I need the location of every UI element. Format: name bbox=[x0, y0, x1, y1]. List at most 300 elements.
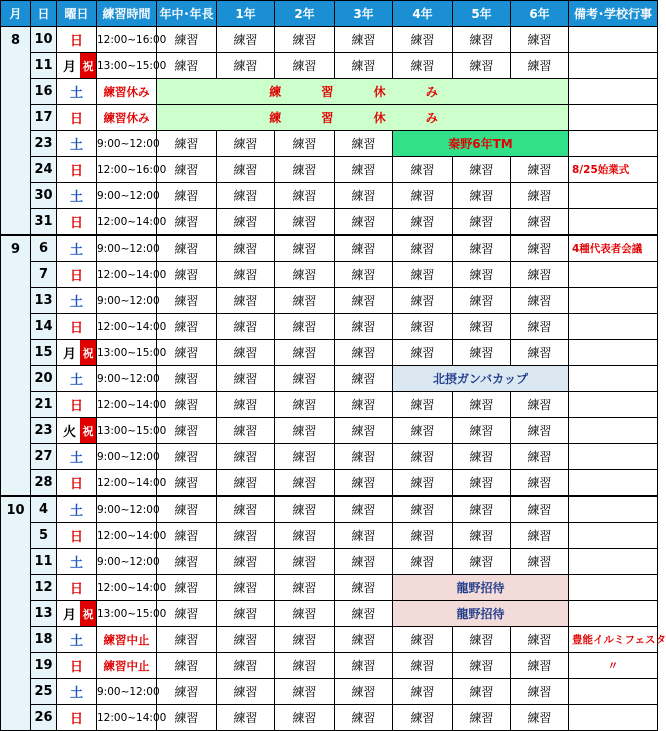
practice-cell: 練習 bbox=[157, 157, 217, 183]
weekday-cell bbox=[57, 601, 97, 627]
practice-cell: 練習 bbox=[453, 444, 511, 470]
header-grade-2: 2年 bbox=[275, 1, 335, 27]
weekday-cell bbox=[57, 679, 97, 705]
practice-time-cell: 9:00~12:00 bbox=[97, 496, 157, 523]
practice-cell: 練習 bbox=[275, 575, 335, 601]
schedule-body bbox=[1, 27, 666, 731]
weekday-label: 土 bbox=[69, 686, 83, 701]
practice-cell: 練習 bbox=[157, 549, 217, 575]
practice-cell: 練習 bbox=[335, 575, 393, 601]
header-grade-6: 6年 bbox=[511, 1, 569, 27]
practice-cell: 練習 bbox=[335, 549, 393, 575]
day-cell: 16 bbox=[31, 79, 57, 105]
day-cell: 18 bbox=[31, 627, 57, 653]
event-cell: 龍野招待 bbox=[393, 601, 569, 627]
practice-cell: 練習 bbox=[275, 209, 335, 236]
practice-cell: 練習 bbox=[393, 523, 453, 549]
practice-cell: 練習 bbox=[511, 705, 569, 731]
weekday-cell bbox=[57, 262, 97, 288]
practice-time-cell: 9:00~12:00 bbox=[97, 444, 157, 470]
practice-cell: 練習 bbox=[393, 235, 453, 262]
practice-time-cell: 12:00~14:00 bbox=[97, 209, 157, 236]
practice-cell: 練習 bbox=[157, 314, 217, 340]
practice-cell: 練習 bbox=[275, 314, 335, 340]
weekday-label: 土 bbox=[69, 295, 83, 310]
day-cell: 31 bbox=[31, 209, 57, 236]
weekday-label: 月 bbox=[63, 347, 77, 362]
schedule-row bbox=[1, 653, 658, 679]
practice-cell: 練習 bbox=[393, 288, 453, 314]
practice-time-cell: 9:00~12:00 bbox=[97, 679, 157, 705]
notes-cell bbox=[569, 496, 658, 523]
practice-cell: 練習 bbox=[275, 679, 335, 705]
weekday-label: 日 bbox=[69, 712, 83, 727]
practice-time-cell: 9:00~12:00 bbox=[97, 235, 157, 262]
event-cell: 秦野6年TM bbox=[393, 131, 569, 157]
practice-cell: 練習 bbox=[217, 392, 275, 418]
practice-cell: 練習 bbox=[393, 53, 453, 79]
practice-cell: 練習 bbox=[157, 183, 217, 209]
practice-cell: 練習 bbox=[217, 157, 275, 183]
practice-cell: 練習 bbox=[393, 314, 453, 340]
practice-cell: 練習 bbox=[453, 549, 511, 575]
practice-cell: 練習 bbox=[157, 470, 217, 497]
practice-cell: 練習 bbox=[217, 444, 275, 470]
practice-cell: 練習 bbox=[511, 183, 569, 209]
month-cell: 10 bbox=[1, 496, 31, 731]
practice-cell: 練習 bbox=[275, 418, 335, 444]
schedule-row bbox=[1, 470, 658, 497]
practice-time-cell: 12:00~14:00 bbox=[97, 262, 157, 288]
practice-cell: 練習 bbox=[335, 235, 393, 262]
practice-cell: 練習 bbox=[275, 183, 335, 209]
practice-cell: 練習 bbox=[335, 53, 393, 79]
schedule-row bbox=[1, 679, 658, 705]
notes-cell bbox=[569, 470, 658, 497]
practice-cell: 練習 bbox=[393, 340, 453, 366]
day-cell: 6 bbox=[31, 235, 57, 262]
weekday-label: 月 bbox=[63, 60, 77, 75]
weekday-cell bbox=[57, 418, 97, 444]
practice-cell: 練習 bbox=[217, 679, 275, 705]
practice-cell: 練習 bbox=[511, 523, 569, 549]
day-cell: 30 bbox=[31, 183, 57, 209]
weekday-label: 土 bbox=[69, 138, 83, 153]
day-cell: 15 bbox=[31, 340, 57, 366]
practice-cell: 練習 bbox=[275, 53, 335, 79]
practice-cell: 練習 bbox=[217, 27, 275, 53]
practice-cell: 練習 bbox=[335, 340, 393, 366]
practice-time-cell: 9:00~12:00 bbox=[97, 366, 157, 392]
weekday-cell bbox=[57, 53, 97, 79]
practice-cell: 練習 bbox=[275, 470, 335, 497]
practice-cell: 練習 bbox=[275, 627, 335, 653]
schedule-row bbox=[1, 392, 658, 418]
practice-cell: 練習 bbox=[393, 262, 453, 288]
practice-time-cell: 練習休み bbox=[97, 79, 157, 105]
schedule-row bbox=[1, 627, 658, 653]
practice-cell: 練習 bbox=[393, 418, 453, 444]
notes-cell bbox=[569, 314, 658, 340]
weekday-cell bbox=[57, 496, 97, 523]
practice-cell: 練習 bbox=[335, 418, 393, 444]
day-cell: 4 bbox=[31, 496, 57, 523]
practice-time-cell: 練習中止 bbox=[97, 627, 157, 653]
practice-cell: 練習 bbox=[275, 705, 335, 731]
practice-cell: 練習 bbox=[453, 523, 511, 549]
notes-cell bbox=[569, 418, 658, 444]
practice-cell: 練習 bbox=[335, 523, 393, 549]
practice-cell: 練習 bbox=[453, 314, 511, 340]
weekday-cell bbox=[57, 105, 97, 131]
notes-cell: 〃 bbox=[569, 653, 658, 679]
practice-time-cell: 12:00~14:00 bbox=[97, 392, 157, 418]
practice-cell: 練習 bbox=[453, 679, 511, 705]
weekday-label: 日 bbox=[69, 112, 83, 127]
practice-cell: 練習 bbox=[511, 418, 569, 444]
schedule-row bbox=[1, 27, 658, 53]
practice-cell: 練習 bbox=[275, 601, 335, 627]
weekday-cell bbox=[57, 444, 97, 470]
practice-cell: 練習 bbox=[511, 157, 569, 183]
weekday-label: 日 bbox=[69, 660, 83, 675]
practice-cell: 練習 bbox=[217, 549, 275, 575]
weekday-cell bbox=[57, 627, 97, 653]
header-weekday: 曜日 bbox=[57, 1, 97, 27]
notes-cell bbox=[569, 366, 658, 392]
weekday-label: 日 bbox=[69, 34, 83, 49]
schedule-row bbox=[1, 444, 658, 470]
practice-cell: 練習 bbox=[453, 653, 511, 679]
practice-cell: 練習 bbox=[275, 157, 335, 183]
practice-cell: 練習 bbox=[217, 627, 275, 653]
header-day: 日 bbox=[31, 1, 57, 27]
practice-cell: 練習 bbox=[335, 653, 393, 679]
schedule-row bbox=[1, 209, 658, 236]
notes-cell bbox=[569, 262, 658, 288]
weekday-cell bbox=[57, 288, 97, 314]
weekday-cell bbox=[57, 314, 97, 340]
practice-cell: 練習 bbox=[453, 183, 511, 209]
practice-time-cell: 12:00~14:00 bbox=[97, 523, 157, 549]
practice-cell: 練習 bbox=[335, 496, 393, 523]
practice-cell: 練習 bbox=[217, 496, 275, 523]
day-cell: 23 bbox=[31, 131, 57, 157]
header-month: 月 bbox=[1, 1, 31, 27]
schedule-row bbox=[1, 575, 658, 601]
practice-cell: 練習 bbox=[217, 262, 275, 288]
weekday-cell bbox=[57, 157, 97, 183]
practice-cell: 練習 bbox=[157, 366, 217, 392]
practice-cell: 練習 bbox=[157, 523, 217, 549]
weekday-cell bbox=[57, 470, 97, 497]
weekday-label: 土 bbox=[69, 373, 83, 388]
schedule-row bbox=[1, 79, 658, 105]
practice-time-cell: 12:00~14:00 bbox=[97, 314, 157, 340]
weekday-cell bbox=[57, 235, 97, 262]
practice-cell: 練習 bbox=[217, 366, 275, 392]
practice-cell: 練習 bbox=[157, 235, 217, 262]
notes-cell bbox=[569, 340, 658, 366]
practice-cell: 練習 bbox=[511, 444, 569, 470]
practice-cell: 練習 bbox=[335, 679, 393, 705]
notes-cell bbox=[569, 183, 658, 209]
weekday-cell bbox=[57, 209, 97, 236]
practice-time-cell: 練習中止 bbox=[97, 653, 157, 679]
practice-cell: 練習 bbox=[217, 705, 275, 731]
practice-cell: 練習 bbox=[157, 340, 217, 366]
practice-cell: 練習 bbox=[393, 27, 453, 53]
holiday-badge: 祝 bbox=[80, 418, 96, 443]
day-cell: 28 bbox=[31, 470, 57, 497]
practice-cell: 練習 bbox=[393, 653, 453, 679]
notes-cell bbox=[569, 549, 658, 575]
event-cell: 練 習 休 み bbox=[157, 79, 569, 105]
weekday-label: 土 bbox=[69, 451, 83, 466]
practice-cell: 練習 bbox=[275, 523, 335, 549]
practice-cell: 練習 bbox=[453, 53, 511, 79]
header-kindergarten: 年中･年長 bbox=[157, 1, 217, 27]
practice-cell: 練習 bbox=[393, 627, 453, 653]
practice-cell: 練習 bbox=[217, 340, 275, 366]
practice-cell: 練習 bbox=[217, 209, 275, 236]
notes-cell bbox=[569, 131, 658, 157]
practice-cell: 練習 bbox=[511, 392, 569, 418]
practice-cell: 練習 bbox=[157, 288, 217, 314]
weekday-label: 日 bbox=[69, 321, 83, 336]
practice-cell: 練習 bbox=[335, 601, 393, 627]
practice-cell: 練習 bbox=[511, 627, 569, 653]
practice-time-cell: 12:00~14:00 bbox=[97, 705, 157, 731]
weekday-label: 日 bbox=[69, 164, 83, 179]
header-grade-1: 1年 bbox=[217, 1, 275, 27]
day-cell: 13 bbox=[31, 288, 57, 314]
weekday-label: 日 bbox=[69, 269, 83, 284]
day-cell: 17 bbox=[31, 105, 57, 131]
header-practice-time: 練習時間 bbox=[97, 1, 157, 27]
practice-cell: 練習 bbox=[453, 470, 511, 497]
practice-cell: 練習 bbox=[157, 575, 217, 601]
day-cell: 21 bbox=[31, 392, 57, 418]
holiday-badge: 祝 bbox=[80, 53, 96, 78]
day-cell: 11 bbox=[31, 549, 57, 575]
practice-cell: 練習 bbox=[335, 314, 393, 340]
practice-cell: 練習 bbox=[393, 496, 453, 523]
practice-cell: 練習 bbox=[335, 392, 393, 418]
practice-cell: 練習 bbox=[217, 601, 275, 627]
holiday-badge: 祝 bbox=[80, 601, 96, 626]
notes-cell bbox=[569, 209, 658, 236]
notes-cell bbox=[569, 575, 658, 601]
practice-cell: 練習 bbox=[275, 366, 335, 392]
practice-cell: 練習 bbox=[275, 235, 335, 262]
practice-time-cell: 9:00~12:00 bbox=[97, 549, 157, 575]
practice-cell: 練習 bbox=[335, 27, 393, 53]
practice-cell: 練習 bbox=[511, 235, 569, 262]
schedule-row bbox=[1, 366, 658, 392]
weekday-cell bbox=[57, 340, 97, 366]
weekday-label: 日 bbox=[69, 399, 83, 414]
practice-cell: 練習 bbox=[453, 209, 511, 236]
weekday-cell bbox=[57, 131, 97, 157]
practice-cell: 練習 bbox=[453, 705, 511, 731]
day-cell: 19 bbox=[31, 653, 57, 679]
practice-cell: 練習 bbox=[453, 496, 511, 523]
practice-cell: 練習 bbox=[217, 131, 275, 157]
event-cell: 練 習 休 み bbox=[157, 105, 569, 131]
schedule-row bbox=[1, 157, 658, 183]
practice-cell: 練習 bbox=[157, 653, 217, 679]
practice-cell: 練習 bbox=[511, 27, 569, 53]
weekday-label: 土 bbox=[69, 504, 83, 519]
notes-cell bbox=[569, 601, 658, 627]
practice-cell: 練習 bbox=[157, 496, 217, 523]
practice-cell: 練習 bbox=[335, 470, 393, 497]
notes-cell bbox=[569, 705, 658, 731]
practice-cell: 練習 bbox=[217, 288, 275, 314]
practice-time-cell: 13:00~15:00 bbox=[97, 53, 157, 79]
practice-cell: 練習 bbox=[335, 209, 393, 236]
day-cell: 10 bbox=[31, 27, 57, 53]
weekday-label: 月 bbox=[63, 608, 77, 623]
practice-time-cell: 12:00~14:00 bbox=[97, 470, 157, 497]
practice-cell: 練習 bbox=[157, 444, 217, 470]
practice-cell: 練習 bbox=[157, 131, 217, 157]
weekday-label: 土 bbox=[69, 634, 83, 649]
practice-cell: 練習 bbox=[275, 340, 335, 366]
practice-cell: 練習 bbox=[393, 679, 453, 705]
weekday-cell bbox=[57, 549, 97, 575]
weekday-cell bbox=[57, 392, 97, 418]
notes-cell bbox=[569, 105, 658, 131]
practice-cell: 練習 bbox=[275, 131, 335, 157]
day-cell: 5 bbox=[31, 523, 57, 549]
schedule-row bbox=[1, 262, 658, 288]
day-cell: 12 bbox=[31, 575, 57, 601]
practice-cell: 練習 bbox=[335, 183, 393, 209]
weekday-label: 火 bbox=[63, 425, 77, 440]
practice-cell: 練習 bbox=[275, 549, 335, 575]
practice-cell: 練習 bbox=[157, 627, 217, 653]
practice-cell: 練習 bbox=[275, 262, 335, 288]
notes-cell bbox=[569, 523, 658, 549]
month-cell: 9 bbox=[1, 235, 31, 496]
practice-time-cell: 13:00~15:00 bbox=[97, 601, 157, 627]
weekday-label: 日 bbox=[69, 477, 83, 492]
practice-cell: 練習 bbox=[393, 157, 453, 183]
day-cell: 7 bbox=[31, 262, 57, 288]
notes-cell bbox=[569, 53, 658, 79]
weekday-label: 日 bbox=[69, 530, 83, 545]
header-notes: 備考･学校行事 bbox=[569, 1, 658, 27]
day-cell: 14 bbox=[31, 314, 57, 340]
practice-cell: 練習 bbox=[511, 496, 569, 523]
practice-cell: 練習 bbox=[453, 262, 511, 288]
practice-cell: 練習 bbox=[335, 705, 393, 731]
practice-cell: 練習 bbox=[157, 705, 217, 731]
event-cell: 北摂ガンバカップ bbox=[393, 366, 569, 392]
header-row bbox=[1, 1, 658, 27]
practice-cell: 練習 bbox=[393, 549, 453, 575]
notes-cell bbox=[569, 288, 658, 314]
practice-cell: 練習 bbox=[335, 627, 393, 653]
weekday-label: 日 bbox=[69, 216, 83, 231]
weekday-cell bbox=[57, 79, 97, 105]
day-cell: 27 bbox=[31, 444, 57, 470]
notes-cell bbox=[569, 679, 658, 705]
schedule-row bbox=[1, 418, 658, 444]
practice-cell: 練習 bbox=[453, 27, 511, 53]
practice-time-cell: 12:00~16:00 bbox=[97, 27, 157, 53]
header-grade-4: 4年 bbox=[393, 1, 453, 27]
schedule-row bbox=[1, 288, 658, 314]
practice-cell: 練習 bbox=[511, 314, 569, 340]
schedule-row bbox=[1, 235, 658, 262]
practice-cell: 練習 bbox=[157, 53, 217, 79]
notes-cell: 8/25始業式 bbox=[569, 157, 658, 183]
practice-cell: 練習 bbox=[393, 705, 453, 731]
practice-cell: 練習 bbox=[335, 131, 393, 157]
notes-cell bbox=[569, 444, 658, 470]
practice-cell: 練習 bbox=[157, 418, 217, 444]
practice-cell: 練習 bbox=[453, 340, 511, 366]
day-cell: 23 bbox=[31, 418, 57, 444]
weekday-cell bbox=[57, 27, 97, 53]
schedule-row bbox=[1, 523, 658, 549]
day-cell: 20 bbox=[31, 366, 57, 392]
practice-cell: 練習 bbox=[217, 183, 275, 209]
day-cell: 24 bbox=[31, 157, 57, 183]
practice-cell: 練習 bbox=[157, 209, 217, 236]
practice-cell: 練習 bbox=[393, 392, 453, 418]
practice-cell: 練習 bbox=[217, 418, 275, 444]
schedule-row bbox=[1, 131, 658, 157]
practice-time-cell: 9:00~12:00 bbox=[97, 131, 157, 157]
weekday-cell bbox=[57, 653, 97, 679]
day-cell: 11 bbox=[31, 53, 57, 79]
notes-cell: 4種代表者会議 bbox=[569, 235, 658, 262]
practice-cell: 練習 bbox=[393, 209, 453, 236]
practice-cell: 練習 bbox=[511, 340, 569, 366]
practice-cell: 練習 bbox=[453, 392, 511, 418]
practice-cell: 練習 bbox=[453, 288, 511, 314]
practice-cell: 練習 bbox=[335, 366, 393, 392]
practice-cell: 練習 bbox=[157, 27, 217, 53]
practice-cell: 練習 bbox=[453, 418, 511, 444]
weekday-cell bbox=[57, 523, 97, 549]
practice-cell: 練習 bbox=[511, 288, 569, 314]
practice-cell: 練習 bbox=[511, 653, 569, 679]
weekday-label: 土 bbox=[69, 86, 83, 101]
event-cell: 龍野招待 bbox=[393, 575, 569, 601]
day-cell: 25 bbox=[31, 679, 57, 705]
practice-cell: 練習 bbox=[511, 470, 569, 497]
practice-cell: 練習 bbox=[217, 235, 275, 262]
weekday-label: 土 bbox=[69, 556, 83, 571]
weekday-label: 日 bbox=[69, 582, 83, 597]
practice-cell: 練習 bbox=[393, 444, 453, 470]
header-grade-5: 5年 bbox=[453, 1, 511, 27]
practice-cell: 練習 bbox=[275, 653, 335, 679]
weekday-cell bbox=[57, 705, 97, 731]
practice-cell: 練習 bbox=[335, 157, 393, 183]
practice-cell: 練習 bbox=[453, 157, 511, 183]
practice-cell: 練習 bbox=[275, 392, 335, 418]
practice-cell: 練習 bbox=[157, 679, 217, 705]
practice-cell: 練習 bbox=[511, 209, 569, 236]
schedule-row bbox=[1, 314, 658, 340]
practice-cell: 練習 bbox=[453, 627, 511, 653]
